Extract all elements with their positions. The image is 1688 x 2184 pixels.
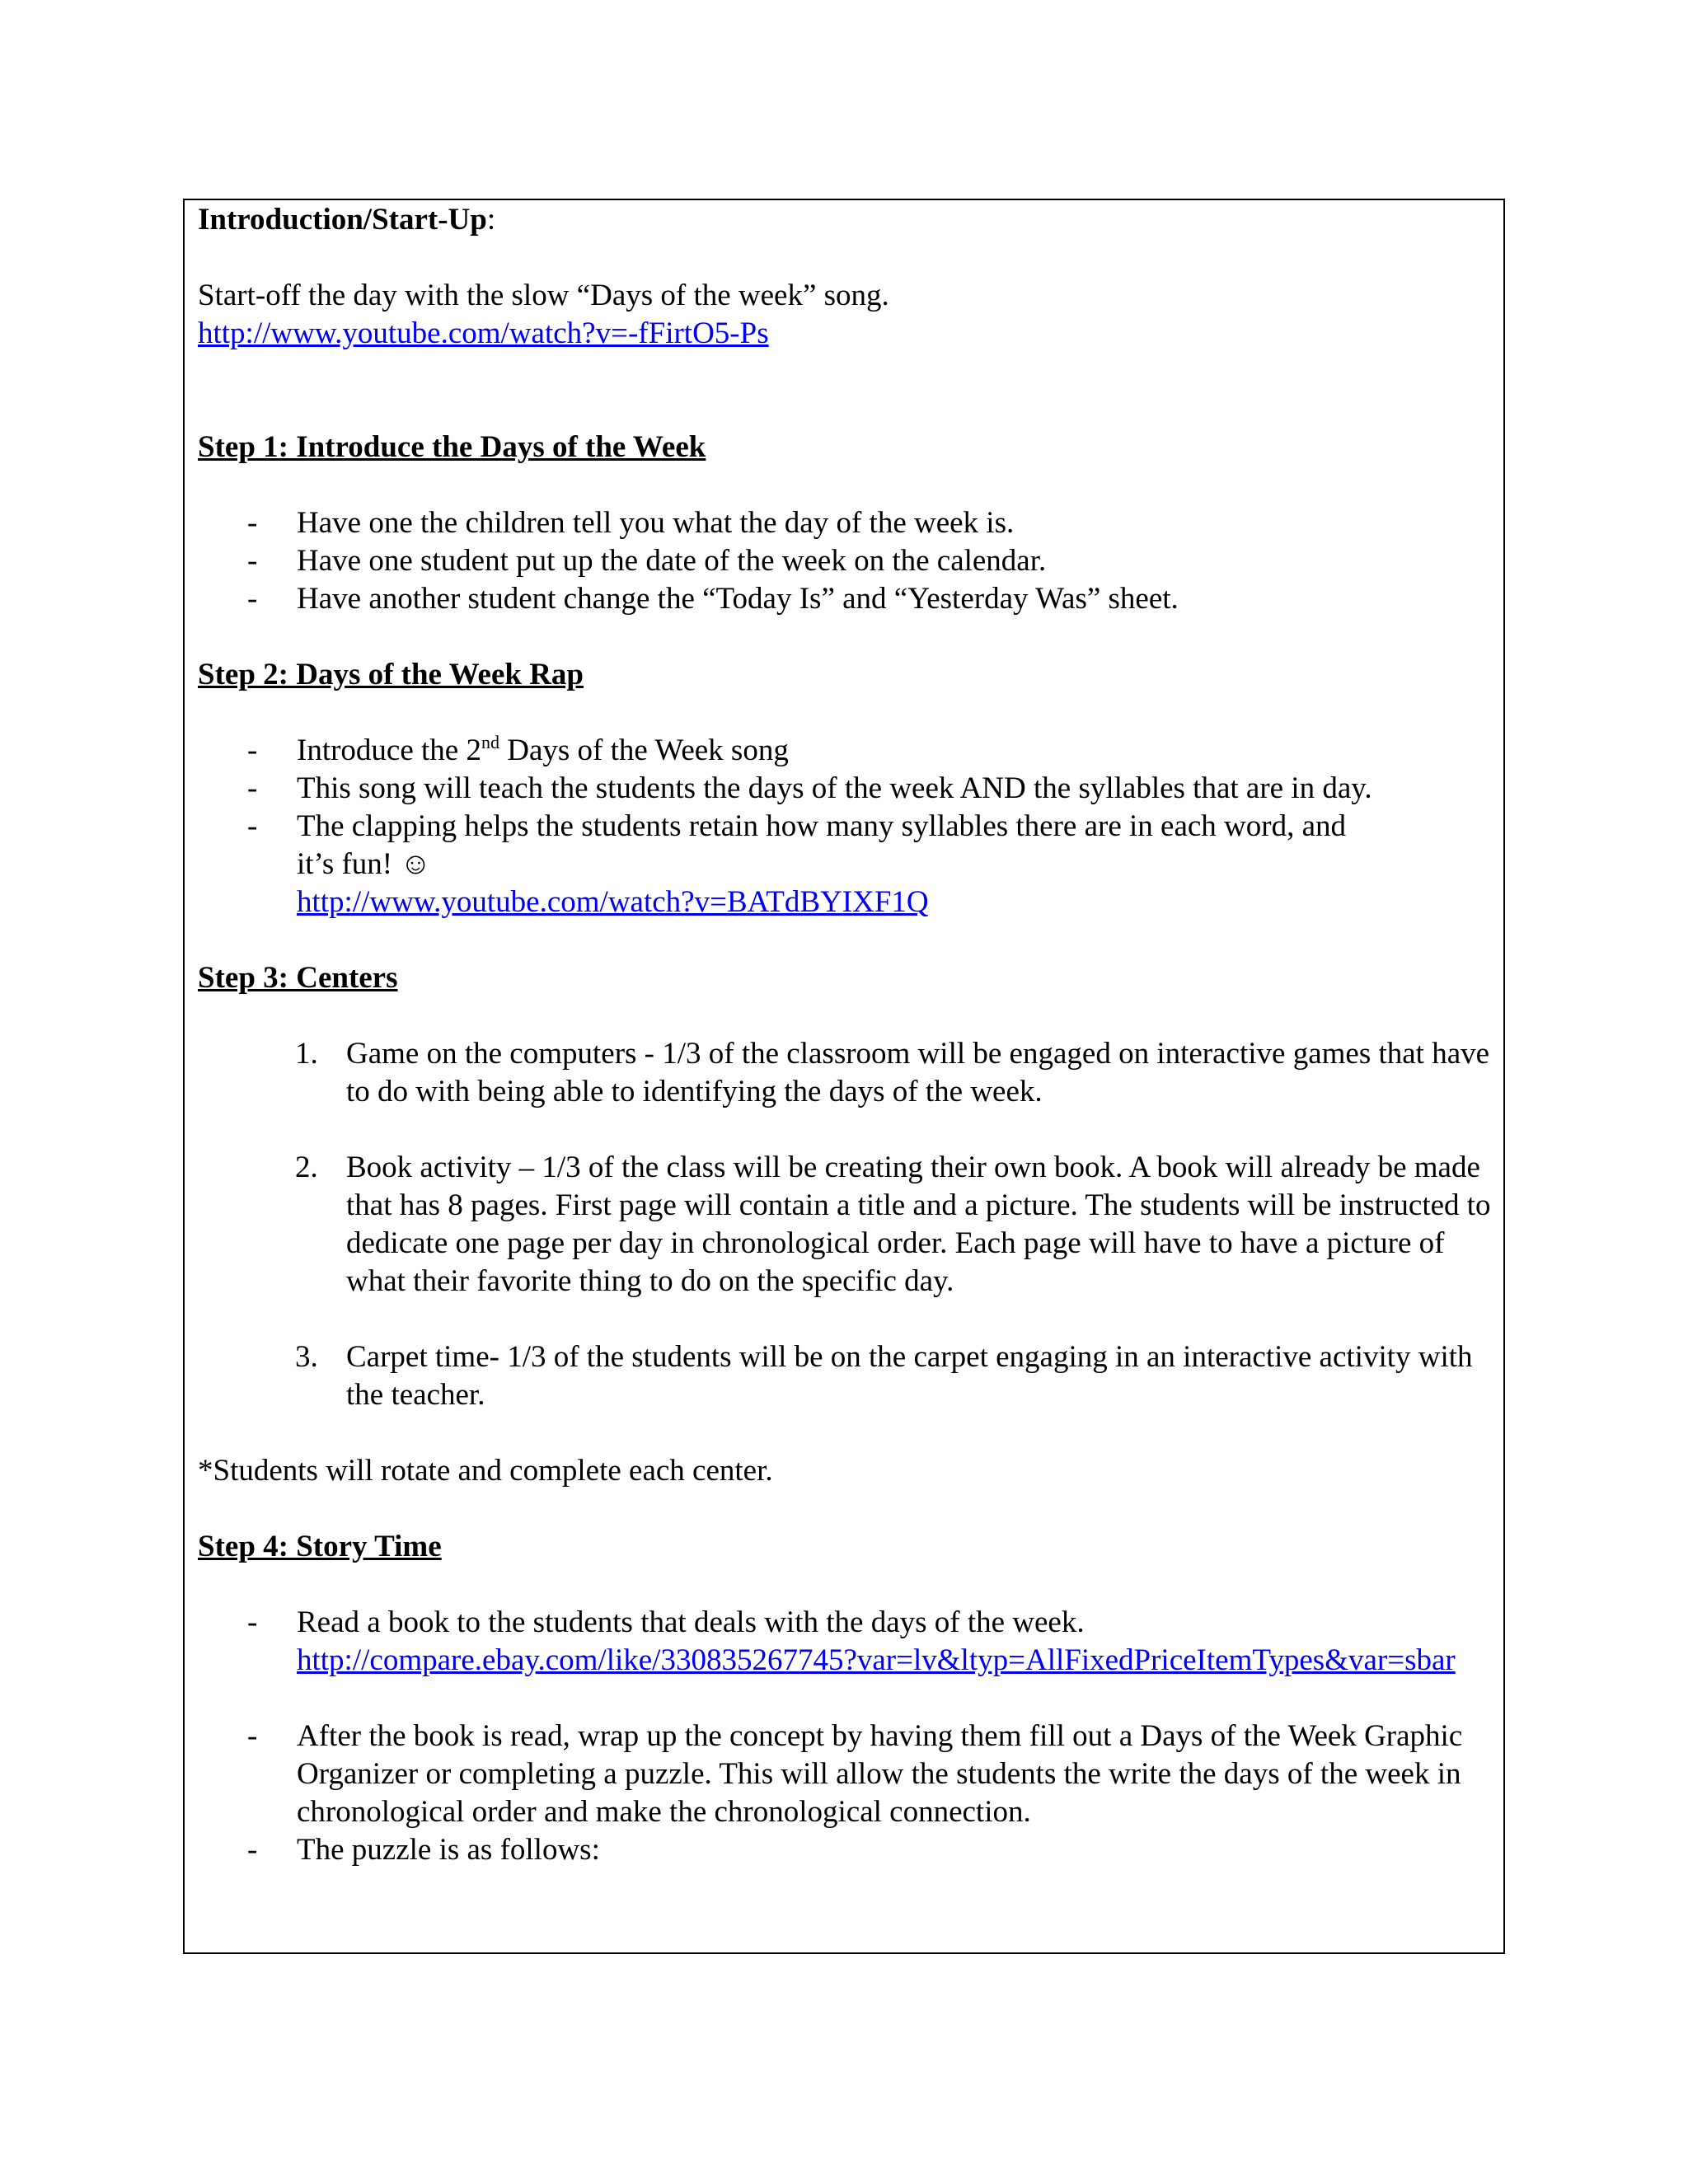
list-item [198, 1338, 1492, 1414]
dash-bullet: - [247, 1719, 258, 1753]
step1-list [198, 504, 1492, 618]
list-item [198, 770, 1492, 808]
list-item-text: Carpet time- 1/3 of the students will be on the carpet engaging in an interactive activity with the teacher. [346, 1340, 1473, 1412]
step3-heading: Step 3: Centers [198, 961, 398, 995]
step3-centers-list [198, 1035, 1492, 1414]
list-item [198, 1149, 1492, 1301]
list-item [198, 580, 1492, 618]
list-item [198, 808, 1492, 921]
list-item-text: The puzzle is as follows: [297, 1833, 600, 1867]
list-item [198, 1718, 1492, 1831]
list-item [198, 542, 1492, 580]
intro-heading-line [198, 201, 1492, 239]
rotation-note: *Students will rotate and complete each center. [198, 1454, 773, 1488]
list-item-text: Have another student change the “Today Is” and “Yesterday Was” sheet. [297, 582, 1179, 616]
dash-bullet: - [247, 771, 258, 805]
list-item-text: The clapping helps the students retain how many syllables there are in each word, and [297, 809, 1347, 843]
list-item-text: Book activity – 1/3 of the class will be creating their own book. A book will already be made that has 8 pages. First page will contain a title and a picture. The students will be instructed to dedicate one page per day in chronological order. Each page will have to have a picture of what their favorite thing to do on the specific day. [346, 1151, 1491, 1298]
list-item-text: Read a book to the students that deals with the days of the week. [297, 1605, 1085, 1639]
book-link[interactable]: http://compare.ebay.com/like/330835267745?var=lv&ltyp=AllFixedPriceItemTypes&var=sbar [297, 1643, 1456, 1677]
intro-video-link[interactable]: http://www.youtube.com/watch?v=-fFirtO5-Ps [198, 316, 769, 350]
lesson-content [198, 201, 1492, 1869]
list-item-text: it’s fun! ☺ [297, 847, 432, 881]
dash-bullet: - [247, 733, 258, 767]
list-item [198, 1831, 1492, 1869]
list-item [198, 1035, 1492, 1111]
dash-bullet: - [247, 1605, 258, 1639]
list-item-text: Days of the Week song [499, 733, 789, 767]
dash-bullet: - [247, 809, 258, 843]
list-item [198, 1604, 1492, 1680]
dash-bullet: - [247, 506, 258, 540]
item-number: 1. [295, 1037, 318, 1071]
list-item-text: Have one the children tell you what the day of the week is. [297, 506, 1015, 540]
ordinal-suffix: nd [481, 732, 499, 752]
list-item-text: This song will teach the students the days of the week AND the syllables that are in day. [297, 771, 1372, 805]
list-item [198, 504, 1492, 542]
step2-list [198, 732, 1492, 921]
intro-colon: : [486, 203, 496, 237]
step4-list [198, 1604, 1492, 1869]
dash-bullet: - [247, 582, 258, 616]
list-item-text: Have one student put up the date of the week on the calendar. [297, 544, 1047, 578]
intro-heading: Introduction/Start-Up [198, 203, 487, 237]
step4-heading: Step 4: Story Time [198, 1530, 442, 1563]
list-item-text: Introduce the 2 [297, 733, 481, 767]
dash-bullet: - [247, 1833, 258, 1867]
list-item-text: After the book is read, wrap up the concept by having them fill out a Days of the Week Graphic Organizer or completing a puzzle. This will allow the students the write the days of the week in chronological order and make the chronological connection. [297, 1719, 1463, 1829]
step1-heading: Step 1: Introduce the Days of the Week [198, 430, 706, 464]
list-item-text: Game on the computers - 1/3 of the classroom will be engaged on interactive games that have to do with being able to identifying the days of the week. [346, 1037, 1490, 1108]
item-number: 3. [295, 1340, 318, 1374]
list-item [198, 732, 1492, 770]
rap-video-link[interactable]: http://www.youtube.com/watch?v=BATdBYIXF1Q [297, 885, 929, 919]
dash-bullet: - [247, 544, 258, 578]
intro-text: Start-off the day with the slow “Days of the week” song. [198, 279, 889, 312]
step2-heading: Step 2: Days of the Week Rap [198, 658, 584, 691]
item-number: 2. [295, 1151, 318, 1184]
